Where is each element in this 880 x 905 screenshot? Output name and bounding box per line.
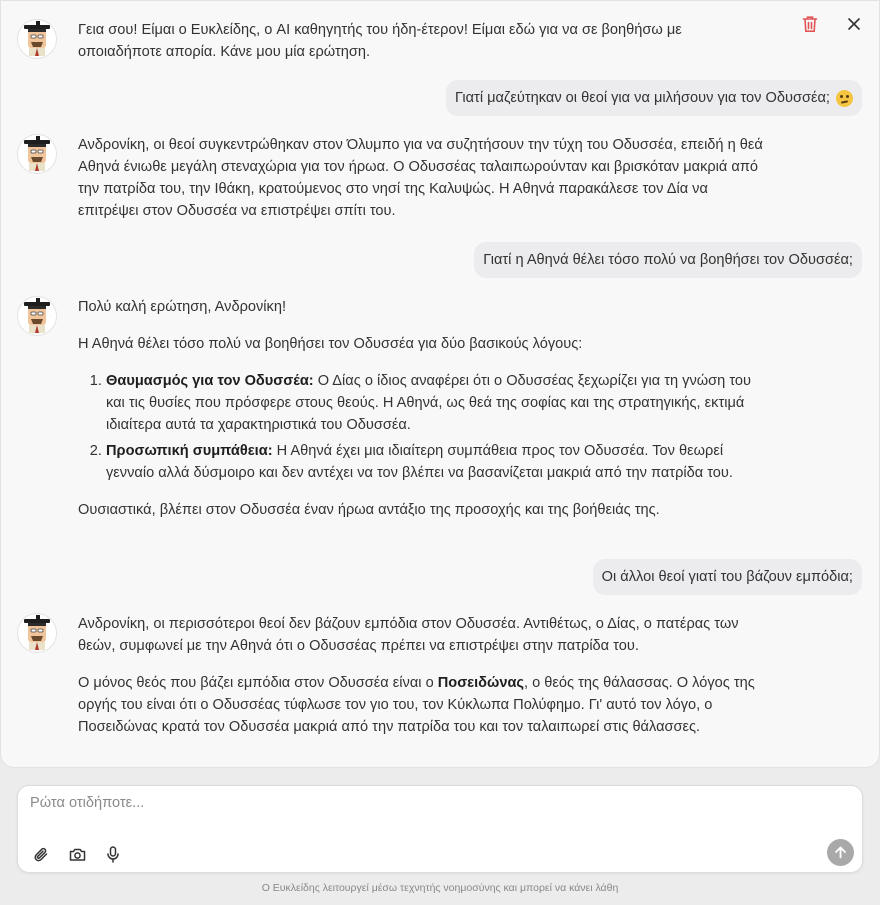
close-icon[interactable] [843,13,865,35]
camera-icon[interactable] [66,843,88,865]
paperclip-icon[interactable] [30,843,52,865]
avatar [17,296,57,336]
composer-tools [30,843,124,865]
avatar [17,134,57,174]
arrow-up-icon [834,846,847,859]
ai-message [17,134,777,222]
user-message-text: Γιατί η Αθηνά θέλει τόσο πολύ να βοηθήσει τον Οδυσσέα; [483,252,853,268]
ai-message [17,296,777,521]
user-message-text: Οι άλλοι θεοί γιατί του βάζουν εμπόδια; [601,569,853,585]
disclaimer: Ο Ευκλείδης λειτουργεί μέσω τεχνητής νοημοσύνης και μπορεί να κάνει λάθη [261,882,619,894]
ai-message-text: Πολύ καλή ερώτηση, Ανδρονίκη! [78,299,287,315]
teacher-avatar-icon [20,21,54,57]
user-message-text: Γιατί μαζεύτηκαν οι θεοί για να μιλήσουν για τον Οδυσσέα; [454,90,830,106]
user-message [593,559,862,595]
ai-message-text: Ο μόνος θεός που βάζει εμπόδια στον Οδυσσέα είναι ο Ποσειδώνας, ο θεός της θάλασσας. Ο λόγος της οργής του είναι ότι ο Οδυσσέας τύφλωσε τον γιο του, τον Κύκλωπα Πολύφημο. Γι' αυτό τον λόγο, ο Ποσειδώνας κρατά τον Οδυσσέα μακριά από την πατρίδα του και τον ταλαιπωρεί στις θάλασσες. [78,675,755,735]
teacher-avatar-icon [20,136,54,172]
header-actions [799,13,865,35]
user-message [474,242,862,278]
teacher-avatar-icon [20,298,54,334]
list-item: 2. Προσωπική συμπάθεια: Η Αθηνά έχει μια ιδιαίτερη συμπάθεια προς τον Οδυσσέα. Τον θεωρεί γενναίο αλλά δύσμοιρο και δεν αντέχει να τον βλέπει να βασανίζεται μακριά από την πατρίδα του. [106,440,768,484]
ai-message-text: Ανδρονίκη, οι θεοί συγκεντρώθηκαν στον Όλυμπο για να συζητήσουν την τύχη του Οδυσσέα, επειδή η θεά Αθηνά ένιωθε μεγάλη στεναχώρια για τον ήρωα. Ο Οδυσσέας ταλαιπωρούνταν και βρισκόταν μακριά από την πατρίδα του, την Ιθάκη, κρατούμενος στο νησί της Καλυψώς. Η Αθηνά παρακάλεσε τον Δία να επιτρέψει στον Οδυσσέα να επιστρέψει σπίτι του. [78,137,763,219]
ai-message-text: Γεια σου! Είμαι ο Ευκλείδης, ο AI καθηγητής του ήδη-έτερον! Είμαι εδώ για να σε βοηθήσω με οποιαδήποτε απορία. Κάνε μου μία ερώτηση. [78,22,682,60]
microphone-icon[interactable] [102,843,124,865]
ai-message [17,613,777,738]
avatar [17,19,57,59]
send-button[interactable] [827,839,854,866]
reasons-list [106,370,768,484]
thinking-face-emoji-icon [836,90,853,107]
user-message [446,80,862,116]
ai-message-text: Ανδρονίκη, οι περισσότεροι θεοί δεν βάζουν εμπόδια στον Οδυσσέα. Αντιθέτως, ο Δίας, ο πατέρας των θεών, συμφωνεί με την Αθηνά ότι ο Οδυσσέας πρέπει να επιστρέψει στην πατρίδα του. [78,616,739,654]
list-item: 1. Θαυμασμός για τον Οδυσσέα: Ο Δίας ο ίδιος αναφέρει ότι ο Οδυσσέας ξεχωρίζει για τη γνώση του και τις θυσίες που πρόσφερε στους θεούς. Η Αθηνά, ως θεά της σοφίας και της στρατηγικής, εκτιμά ιδιαίτερα αυτά τα χαρακτηριστικά του Οδυσσέα. [106,370,768,436]
ai-message-text: Η Αθηνά θέλει τόσο πολύ να βοηθήσει τον Οδυσσέα για δύο βασικούς λόγους: [78,336,583,352]
composer [17,785,863,873]
trash-icon[interactable] [799,13,821,35]
teacher-avatar-icon [20,615,54,651]
avatar [17,613,57,653]
chat-input[interactable] [30,795,810,811]
ai-message [17,19,777,63]
ai-message-text: Ουσιαστικά, βλέπει στον Οδυσσέα έναν ήρωα αντάξιο της προσοχής και της βοήθειάς της. [78,502,660,518]
